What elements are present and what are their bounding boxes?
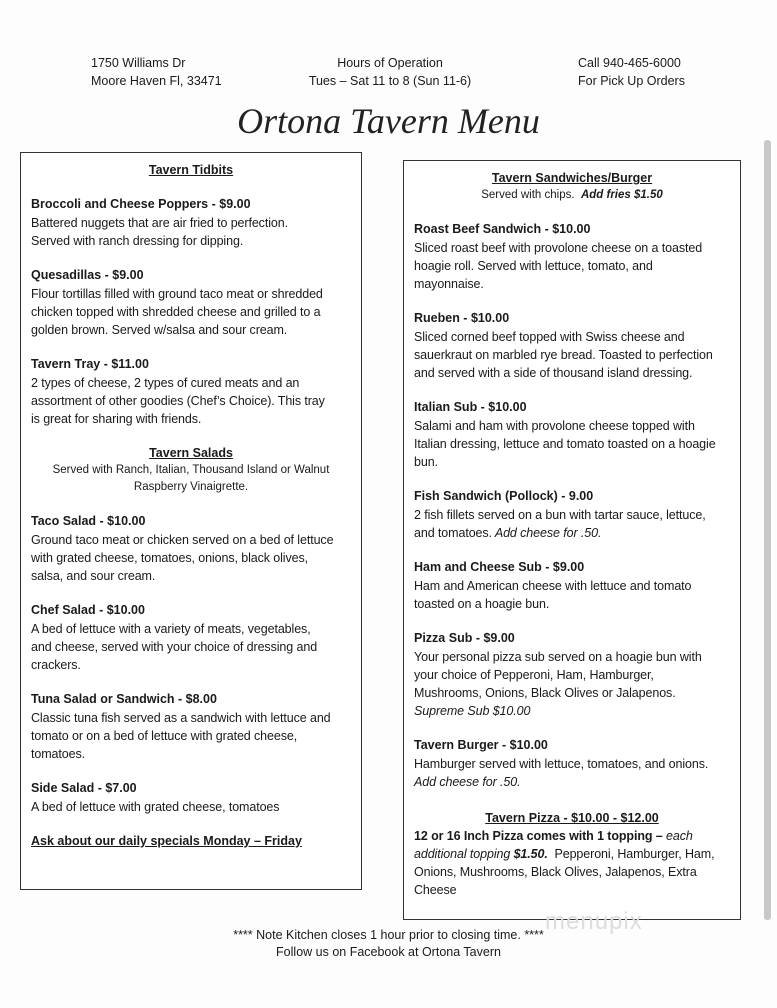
section-title-sandwiches: Tavern Sandwiches/Burger bbox=[491, 171, 653, 185]
daily-specials-note: Ask about our daily specials Monday – Friday bbox=[31, 834, 302, 848]
menu-item-description: Battered nuggets that are air fried to perfection. bbox=[31, 216, 288, 230]
menu-item-name: Italian Sub - $10.00 bbox=[414, 400, 527, 414]
left-menu-column bbox=[20, 152, 362, 890]
right-menu-column bbox=[403, 160, 741, 920]
hours-value: Tues – Sat 11 to 8 (Sun 11-6) bbox=[308, 74, 472, 88]
menu-item-description: assortment of other goodies (Chef’s Choice). This tray bbox=[31, 394, 325, 408]
facebook-note: Follow us on Facebook at Ortona Tavern bbox=[276, 945, 501, 959]
menu-item-description: A bed of lettuce with grated cheese, tomatoes bbox=[31, 800, 280, 814]
watermark-logo: menupix bbox=[545, 908, 643, 935]
menu-item-description: is great for sharing with friends. bbox=[31, 412, 202, 426]
menu-item-description: A bed of lettuce with a variety of meats, vegetables, bbox=[31, 622, 311, 636]
menu-item bbox=[31, 690, 351, 763]
menu-item bbox=[414, 220, 730, 293]
menu-item-name: Ham and Cheese Sub - $9.00 bbox=[414, 560, 585, 574]
menu-item-name: Rueben - $10.00 bbox=[414, 311, 510, 325]
menu-item-name: Tavern Burger - $10.00 bbox=[414, 738, 548, 752]
menu-item-description: bun. bbox=[414, 455, 438, 469]
menu-item bbox=[414, 629, 730, 720]
menu-item-addon: Add cheese for .50. bbox=[491, 526, 602, 540]
menu-item-name: Roast Beef Sandwich - $10.00 bbox=[414, 222, 591, 236]
menu-item-description: chicken topped with shredded cheese and grilled to a bbox=[31, 305, 321, 319]
menu-item-description: and cheese, served with your choice of dressing and bbox=[31, 640, 318, 654]
menu-item-addon: Add cheese for .50. bbox=[414, 775, 521, 789]
menu-item-name: Pizza Sub - $9.00 bbox=[414, 631, 515, 645]
address-street: 1750 Williams Dr bbox=[91, 56, 186, 70]
tidbits-list bbox=[31, 195, 351, 428]
menu-item-description: Salami and ham with provolone cheese topped with bbox=[414, 419, 695, 433]
kitchen-closing-note: **** Note Kitchen closes 1 hour prior to closing time. **** bbox=[233, 928, 544, 942]
pizza-additional: additional topping bbox=[414, 847, 511, 861]
menu-item-description: hoagie roll. Served with lettuce, tomato, and bbox=[414, 259, 653, 273]
menu-item bbox=[414, 487, 730, 542]
menu-item bbox=[31, 779, 351, 816]
pizza-topping-info: 12 or 16 Inch Pizza comes with 1 topping – bbox=[414, 829, 663, 843]
salads-list bbox=[31, 512, 351, 816]
pickup-note: For Pick Up Orders bbox=[578, 74, 685, 88]
menu-item-description: Ham and American cheese with lettuce and tomato bbox=[414, 579, 692, 593]
menu-item-name: Chef Salad - $10.00 bbox=[31, 603, 145, 617]
pizza-topping-price: $1.50. bbox=[513, 847, 548, 861]
menu-item-description: Ground taco meat or chicken served on a bed of lettuce bbox=[31, 533, 334, 547]
address bbox=[91, 54, 222, 90]
menu-item-description: Classic tuna fish served as a sandwich with lettuce and bbox=[31, 711, 331, 725]
salads-dressing-note: Served with Ranch, Italian, Thousand Island or Walnut bbox=[52, 464, 330, 476]
menu-item bbox=[414, 558, 730, 613]
menu-item-description: tomato or on a bed of lettuce with grated cheese, bbox=[31, 729, 298, 743]
section-title-tidbits: Tavern Tidbits bbox=[148, 163, 234, 177]
section-title-pizza: Tavern Pizza - $10.00 - $12.00 bbox=[485, 811, 659, 825]
menu-item-name: Tuna Salad or Sandwich - $8.00 bbox=[31, 692, 217, 706]
menu-item-name: Broccoli and Cheese Poppers - $9.00 bbox=[31, 197, 251, 211]
menu-item-name: Taco Salad - $10.00 bbox=[31, 514, 146, 528]
menu-item-description: mayonnaise. bbox=[414, 277, 484, 291]
menu-item-description: Your personal pizza sub served on a hoagie bun with bbox=[414, 650, 702, 664]
menu-item-description: Hamburger served with lettuce, tomatoes, and onions. bbox=[414, 757, 709, 771]
pizza-toppings-2: Onions, Mushrooms, Black Olives, Jalapenos, Extra bbox=[414, 865, 697, 879]
menu-item bbox=[31, 601, 351, 674]
menu-item-description: with grated cheese, tomatoes, onions, black olives, bbox=[31, 551, 308, 565]
menu-item-description: toasted on a hoagie bun. bbox=[414, 597, 550, 611]
pizza-each: each bbox=[666, 829, 693, 843]
menu-item-description: your choice of Pepperoni, Ham, Hamburger, bbox=[414, 668, 654, 682]
phone-info bbox=[578, 54, 685, 90]
menu-item-description: Sliced roast beef with provolone cheese on a toasted bbox=[414, 241, 703, 255]
pizza-toppings-3: Cheese bbox=[414, 883, 457, 897]
menu-item-name: Fish Sandwich (Pollock) - 9.00 bbox=[414, 489, 594, 503]
menu-item-description: 2 fish fillets served on a bun with tartar sauce, lettuce, bbox=[414, 508, 706, 522]
menu-item-description: Mushrooms, Onions, Black Olives or Jalapenos. bbox=[414, 686, 676, 700]
phone-number: Call 940-465-6000 bbox=[578, 56, 681, 70]
sandwiches-chips-note: Served with chips. bbox=[481, 189, 575, 201]
menu-item-addon: Supreme Sub $10.00 bbox=[414, 704, 531, 718]
page-title: Ortona Tavern Menu bbox=[237, 101, 540, 141]
section-title-salads: Tavern Salads bbox=[149, 446, 233, 460]
menu-item-description: Sliced corned beef topped with Swiss cheese and bbox=[414, 330, 685, 344]
menu-item-description: Flour tortillas filled with ground taco meat or shredded bbox=[31, 287, 323, 301]
hours-label: Hours of Operation bbox=[337, 56, 443, 70]
menu-item-description: tomatoes. bbox=[31, 747, 85, 761]
menu-item-description: golden brown. Served w/salsa and sour cream. bbox=[31, 323, 288, 337]
scrollbar[interactable] bbox=[764, 140, 771, 920]
menu-item bbox=[31, 512, 351, 585]
menu-item bbox=[31, 266, 351, 339]
menu-item-name: Quesadillas - $9.00 bbox=[31, 268, 144, 282]
menu-item-description: Italian dressing, lettuce and tomato toasted on a hoagie bbox=[414, 437, 716, 451]
menu-item-description: crackers. bbox=[31, 658, 81, 672]
menu-item-description: sauerkraut on marbled rye bread. Toasted to perfection bbox=[414, 348, 713, 362]
sandwiches-list bbox=[414, 220, 730, 791]
menu-item-description: 2 types of cheese, 2 types of cured meats and an bbox=[31, 376, 300, 390]
sandwiches-fries-note: Add fries $1.50 bbox=[580, 189, 663, 201]
hours bbox=[300, 54, 480, 90]
menu-item-description: and served with a side of thousand island dressing. bbox=[414, 366, 693, 380]
menu-item-name: Side Salad - $7.00 bbox=[31, 781, 137, 795]
menu-item-description: Served with ranch dressing for dipping. bbox=[31, 234, 244, 248]
menu-item bbox=[31, 195, 351, 250]
menu-item bbox=[414, 398, 730, 471]
menu-item-description: and tomatoes. Add cheese for .50. bbox=[414, 526, 602, 540]
pizza-toppings-1: Pepperoni, Hamburger, Ham, bbox=[554, 847, 715, 861]
menu-item-name: Tavern Tray - $11.00 bbox=[31, 357, 149, 371]
menu-item-description: salsa, and sour cream. bbox=[31, 569, 156, 583]
salads-dressing-note-2: Raspberry Vinaigrette. bbox=[133, 481, 249, 493]
menu-item bbox=[414, 309, 730, 382]
menu-item bbox=[31, 355, 351, 428]
menu-item bbox=[414, 736, 730, 791]
address-city: Moore Haven Fl, 33471 bbox=[91, 74, 222, 88]
